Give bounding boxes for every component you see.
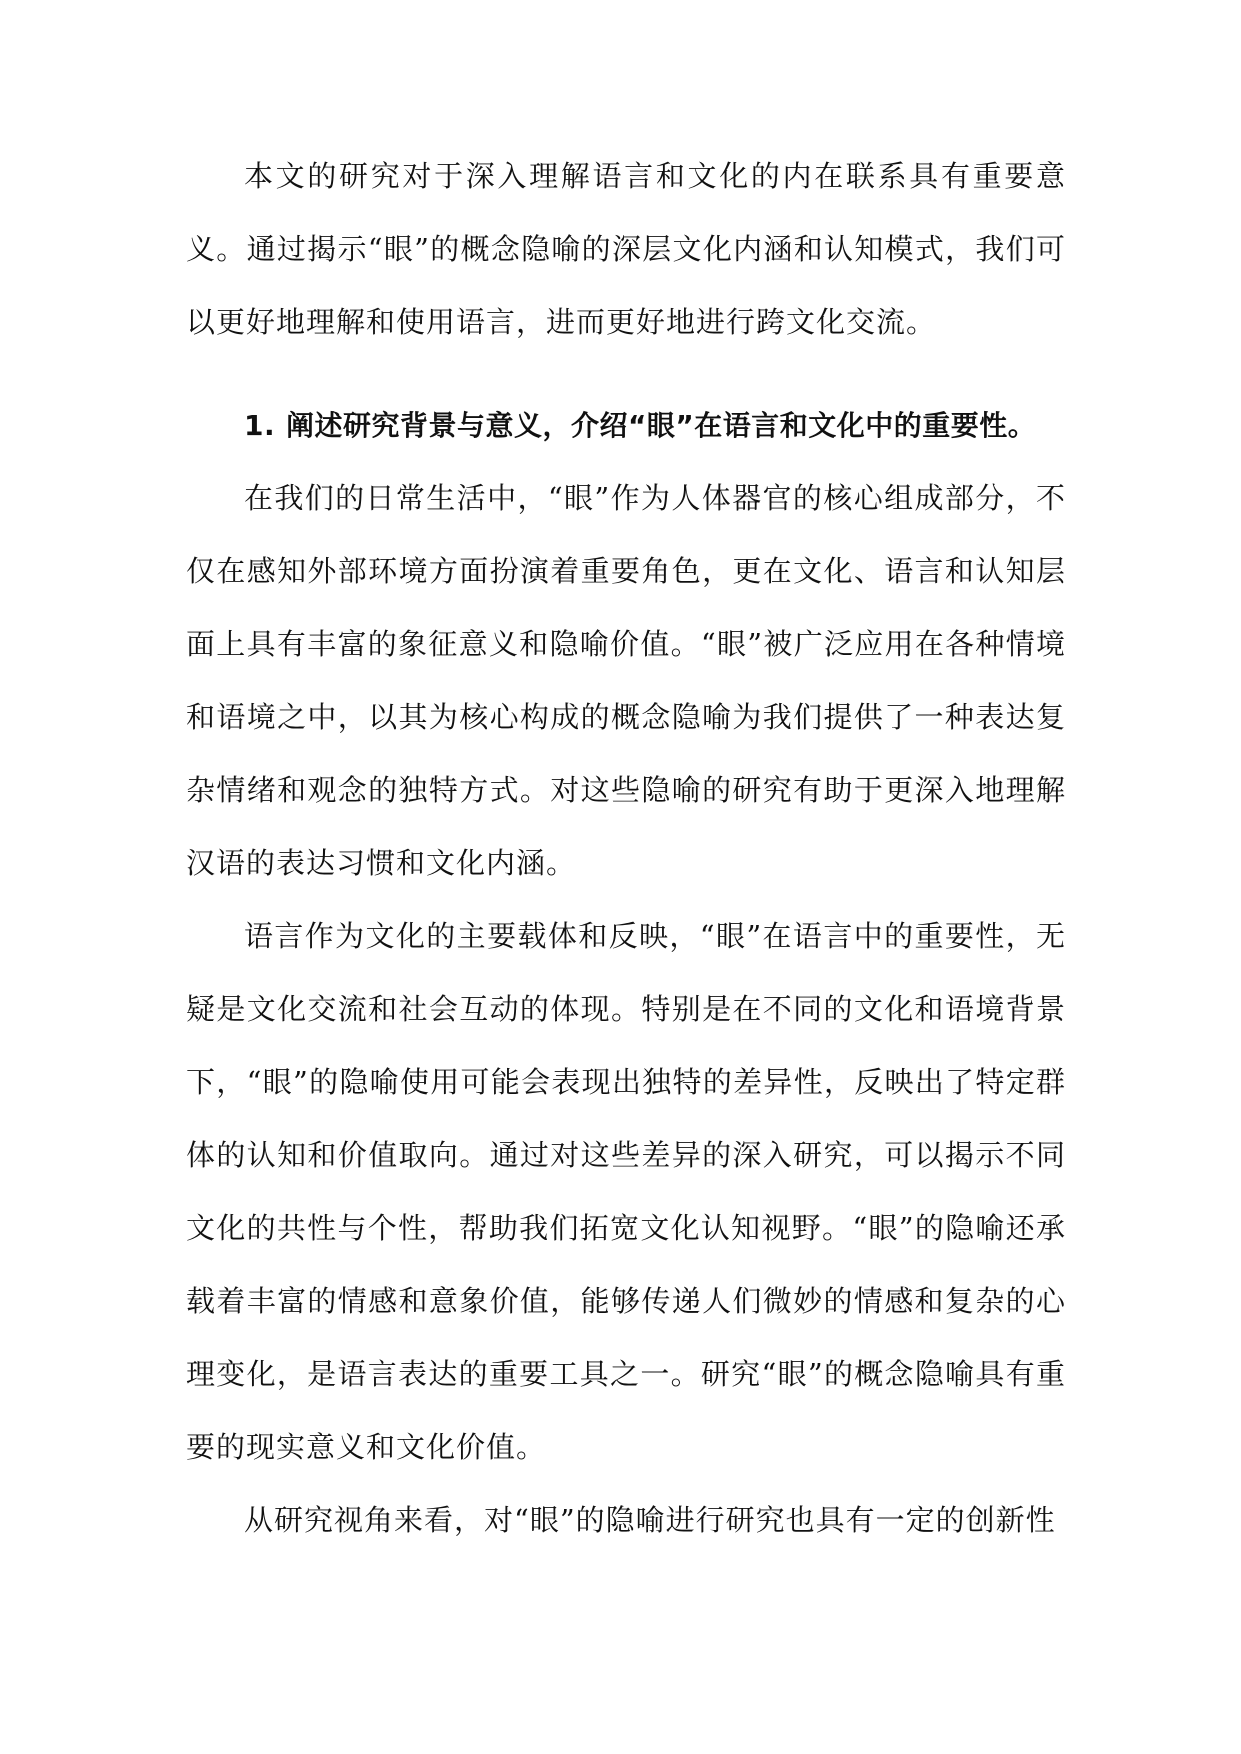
body-paragraph: 在我们的日常生活中，“眼”作为人体器官的核心组成部分，不仅在感知外部环境方面扮演着重要角色，更在文化、语言和认知层面上具有丰富的象征意义和隐喻价值。“眼”被广泛应用在各种情境和语境之中，以其为核心构成的概念隐喻为我们提供了一种表达复杂情绪和观念的独特方式。对这些隐喻的研究有助于更深入地理解汉语的表达习惯和文化内涵。 bbox=[186, 481, 1066, 880]
intro-paragraph: 本文的研究对于深入理解语言和文化的内在联系具有重要意义。通过揭示“眼”的概念隐喻的深层文化内涵和认知模式，我们可以更好地理解和使用语言，进而更好地进行跨文化交流。 bbox=[186, 159, 1066, 339]
section-heading bbox=[186, 389, 1066, 462]
body-paragraph: 语言作为文化的主要载体和反映，“眼”在语言中的重要性，无疑是文化交流和社会互动的体现。特别是在不同的文化和语境背景下，“眼”的隐喻使用可能会表现出独特的差异性，反映出了特定群体的认知和价值取向。通过对这些差异的深入研究，可以揭示不同文化的共性与个性，帮助我们拓宽文化认知视野。“眼”的隐喻还承载着丰富的情感和意象价值，能够传递人们微妙的情感和复杂的心理变化，是语言表达的重要工具之一。研究“眼”的概念隐喻具有重要的现实意义和文化价值。 bbox=[186, 919, 1066, 1464]
body-paragraph: 从研究视角来看，对“眼”的隐喻进行研究也具有一定的创新性 bbox=[244, 1503, 1056, 1537]
section-number: 1. bbox=[244, 409, 276, 442]
section-title: 阐述研究背景与意义，介绍“眼”在语言和文化中的重要性。 bbox=[286, 409, 1037, 442]
document-page bbox=[186, 140, 1066, 1557]
